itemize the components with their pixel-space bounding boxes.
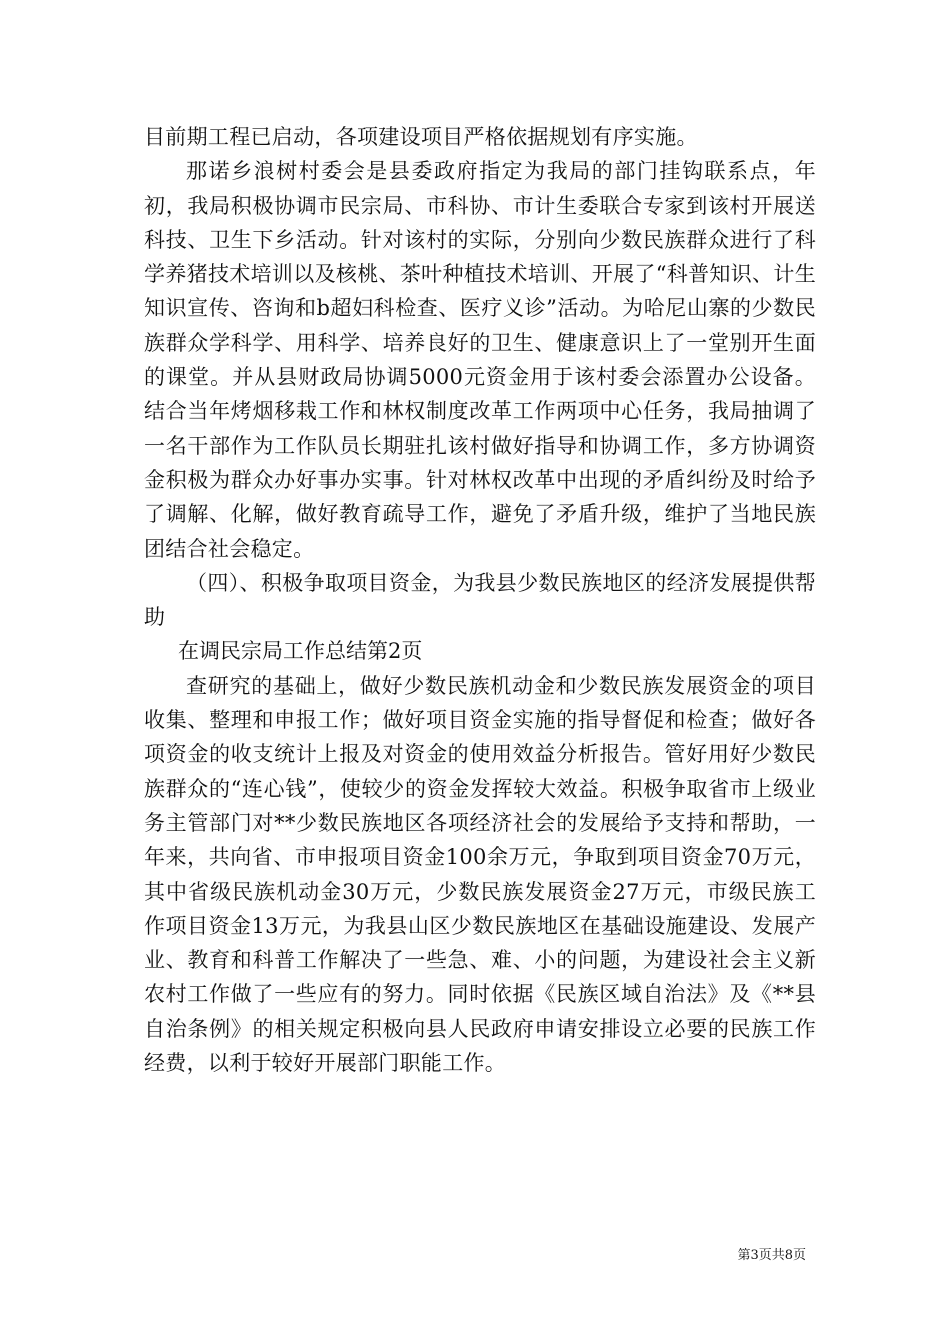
paragraph-village-contact: 那诺乡浪树村委会是县委政府指定为我局的部门挂钩联系点，年初，我局积极协调市民宗局、市科协、市计生委联合专家到该村开展送科技、卫生下乡活动。针对该村的实际，分别向少数民族群众进行了科学养猪技术培训以及核桃、茶叶种植技术培训、开展了“科普知识、计生知识宣传、咨询和b超妇科检查、医疗义诊”活动。为哈尼山寨的少数民族群众学科学、用科学、培养良好的卫生、健康意识上了一堂别开生面的课堂。并从县财政局协调5000元资金用于该村委会添置办公设备。结合当年烤烟移栽工作和林权制度改革工作两项中心任务，我局抽调了一名干部作为工作队员长期驻扎该村做好指导和协调工作，多方协调资金积极为群众办好事办实事。针对林权改革中出现的矛盾纠纷及时给予了调解、化解，做好教育疏导工作，避免了矛盾升级，维护了当地民族团结合社会稳定。 (144, 159, 816, 561)
document-body (144, 120, 816, 1080)
embedded-page-title: 在调民宗局工作总结第2页 (178, 639, 423, 664)
paragraph-continuation: 目前期工程已启动，各项建设项目严格依据规划有序实施。 (144, 125, 698, 149)
section-heading-four: （四）、积极争取项目资金，为我县少数民族地区的经济发展提供帮助 (144, 570, 816, 630)
paragraph-project-funds: 查研究的基础上，做好少数民族机动金和少数民族发展资金的项目收集、整理和申报工作；做好项目资金实施的指导督促和检查；做好各项资金的收支统计上报及对资金的使用效益分析报告。管好用好少数民族群众的“连心钱”，使较少的资金发挥较大效益。积极争取省市上级业务主管部门对**少数民族地区各项经济社会的发展给予支持和帮助，一年来，共向省、市申报项目资金100余万元，争取到项目资金70万元，其中省级民族机动金30万元，少数民族发展资金27万元，市级民族工作项目资金13万元，为我县山区少数民族地区在基础设施建设、发展产业、教育和科普工作解决了一些急、难、小的问题，为建设社会主义新农村工作做了一些应有的努力。同时依据《民族区域自治法》及《**县自治条例》的相关规定积极向县人民政府申请安排设立必要的民族工作经费，以利于较好开展部门职能工作。 (144, 673, 816, 1076)
page-number-footer: 第3页共8页 (737, 1248, 806, 1263)
